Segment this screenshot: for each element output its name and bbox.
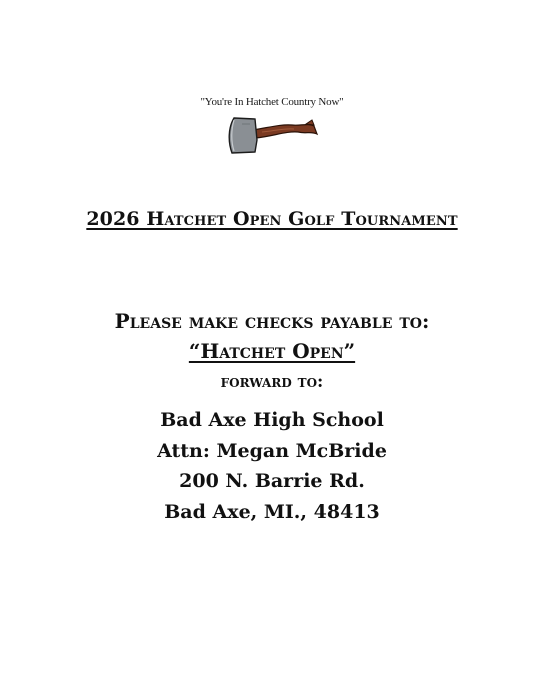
forward-label: forward to: [220,372,324,392]
payment-instruction: Please make checks payable to: [114,309,430,333]
logo [0,96,544,156]
address-line-city: Bad Axe, MI., 48413 [164,500,380,523]
payee-name: “Hatchet Open” [188,339,356,363]
address-line-attention: Attn: Megan McBride [157,439,387,462]
logo-motto: "You're In Hatchet Country Now" [200,96,344,108]
hatchet-icon [222,112,322,156]
page-title: 2026 Hatchet Open Golf Tournament [86,208,458,230]
address-line-street: 200 N. Barrie Rd. [179,470,365,492]
mailing-address [0,405,544,527]
address-line-school: Bad Axe High School [160,409,384,431]
